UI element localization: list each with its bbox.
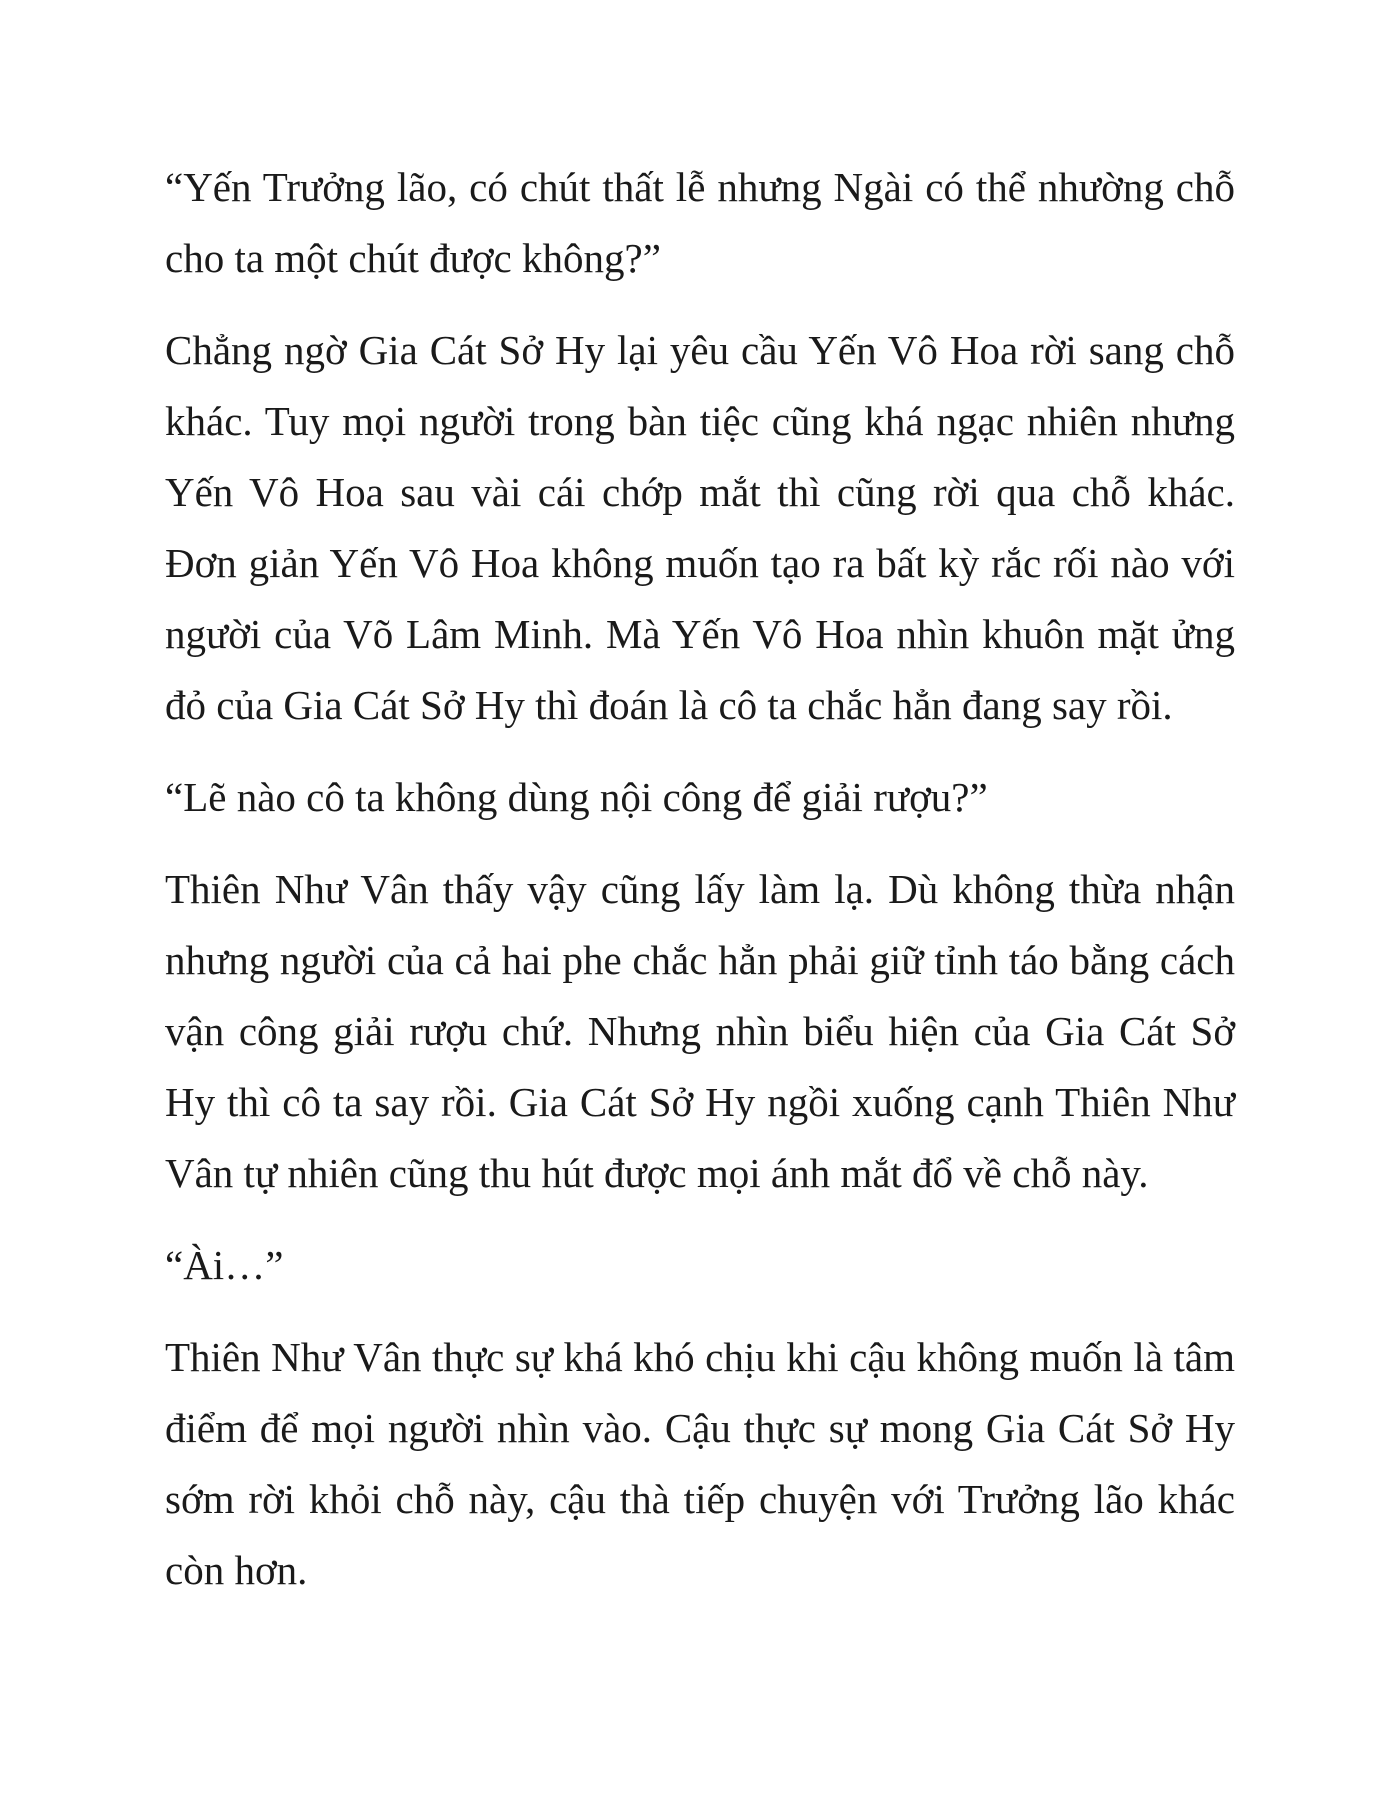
paragraph-3: “Lẽ nào cô ta không dùng nội công để giải rượu?” [165, 774, 988, 820]
document-page [165, 152, 1235, 1627]
paragraph-6: Thiên Như Vân thực sự khá khó chịu khi cậu không muốn là tâm điểm để mọi người nhìn vào. Cậu thực sự mong Gia Cát Sở Hy sớm rời khỏi chỗ này, cậu thà tiếp chuyện với Trưởng lão khác còn hơn. [165, 1334, 1235, 1593]
paragraph-4: Thiên Như Vân thấy vậy cũng lấy làm lạ. Dù không thừa nhận nhưng người của cả hai phe chắc hẳn phải giữ tỉnh táo bằng cách vận công giải rượu chứ. Nhưng nhìn biểu hiện của Gia Cát Sở Hy thì cô ta say rồi. Gia Cát Sở Hy ngồi xuống cạnh Thiên Như Vân tự nhiên cũng thu hút được mọi ánh mắt đổ về chỗ này. [165, 866, 1235, 1196]
paragraph-1: “Yến Trưởng lão, có chút thất lễ nhưng Ngài có thể nhường chỗ cho ta một chút được không?” [165, 164, 1235, 281]
paragraph-5: “Ài…” [165, 1242, 284, 1288]
paragraph-2: Chẳng ngờ Gia Cát Sở Hy lại yêu cầu Yến Vô Hoa rời sang chỗ khác. Tuy mọi người trong bàn tiệc cũng khá ngạc nhiên nhưng Yến Vô Hoa sau vài cái chớp mắt thì cũng rời qua chỗ khác. Đơn giản Yến Vô Hoa không muốn tạo ra bất kỳ rắc rối nào với người của Võ Lâm Minh. Mà Yến Vô Hoa nhìn khuôn mặt ửng đỏ của Gia Cát Sở Hy thì đoán là cô ta chắc hẳn đang say rồi. [165, 327, 1235, 728]
